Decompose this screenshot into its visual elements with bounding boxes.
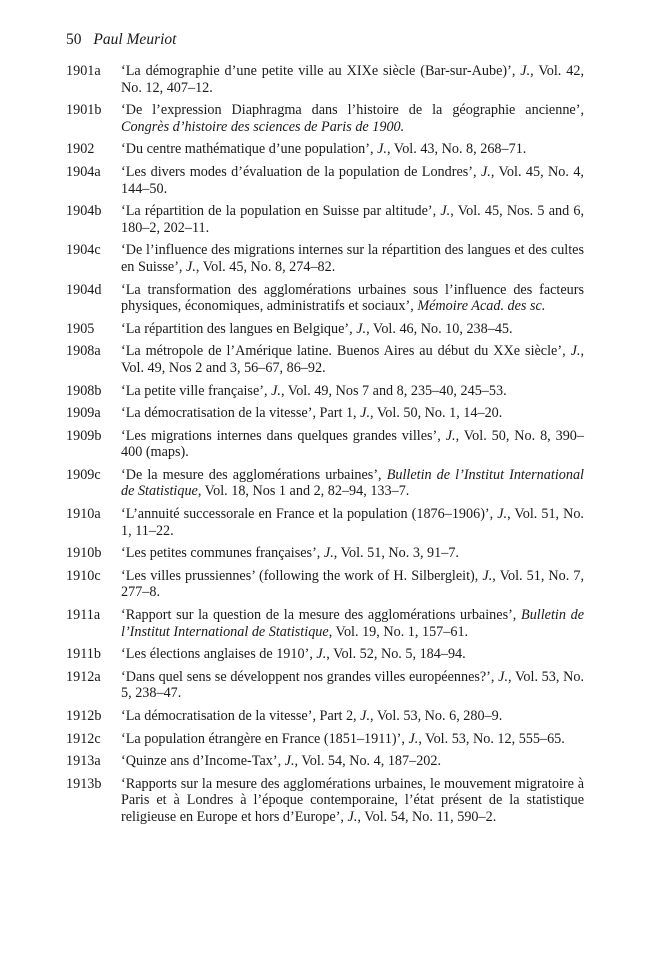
entry-key: 1909b xyxy=(66,427,102,444)
citation-italic-segment: J. xyxy=(284,753,295,770)
citation-italic-segment: Bulletin de l’Institut International de Statistique xyxy=(121,607,585,640)
entry-key: 1912c xyxy=(66,730,101,747)
entry-citation xyxy=(121,141,584,158)
citation-italic-segment: J. xyxy=(570,343,581,360)
entry-key: 1901b xyxy=(66,102,102,119)
citation-segment: ‘La métropole de l’Amérique latine. Buenos Aires au début du XXe siècle’, xyxy=(121,343,571,360)
entry-key: 1912a xyxy=(66,668,101,685)
citation-italic-segment: J. xyxy=(498,668,509,685)
entry-citation xyxy=(121,731,584,748)
citation-segment: , Vol. 51, No. 7, 277–8. xyxy=(121,567,584,601)
citation-segment: ‘Les élections anglaises de 1910’, xyxy=(121,646,317,663)
entry-key: 1905 xyxy=(66,320,95,337)
citation-segment: , Vol. 19, No. 1, 157–61. xyxy=(328,623,469,640)
citation-italic-segment: J. xyxy=(480,163,491,180)
citation-segment: ‘Les petites communes françaises’, xyxy=(121,545,324,562)
citation-segment: , Vol. 50, No. 8, 390–400 (maps). xyxy=(121,427,584,461)
bibliography-entry xyxy=(66,141,584,158)
entry-citation xyxy=(121,203,584,236)
entry-citation xyxy=(121,428,584,461)
entry-key: 1904c xyxy=(66,242,101,259)
citation-italic-segment: J. xyxy=(316,646,327,663)
citation-italic-segment: J. xyxy=(482,567,493,584)
citation-segment: ‘Quinze ans d’Income-Tax’, xyxy=(121,753,285,770)
running-header xyxy=(66,30,176,50)
entry-citation xyxy=(121,467,584,500)
entry-key: 1901a xyxy=(66,63,101,79)
bibliography-entry xyxy=(66,607,584,640)
bibliography-entry xyxy=(66,203,584,236)
entry-citation xyxy=(121,545,584,562)
bibliography-entry xyxy=(66,164,584,197)
bibliography-entry xyxy=(66,405,584,422)
entry-key: 1909c xyxy=(66,466,101,483)
entry-key: 1904d xyxy=(66,281,102,298)
citation-segment: , Vol. 45, No. 8, 274–82. xyxy=(195,258,336,275)
entry-citation xyxy=(121,708,584,725)
citation-segment: , Vol. 45, Nos. 5 and 6, 180–2, 202–11. xyxy=(121,203,585,236)
citation-segment: ‘De l’influence des migrations internes sur la répartition des langues et des cultes en Suisse’, xyxy=(121,242,584,275)
citation-italic-segment: J. xyxy=(186,258,196,275)
citation-segment: , Vol. 54, No. 4, 187–202. xyxy=(294,753,442,770)
entry-citation xyxy=(121,753,584,770)
entry-citation xyxy=(121,282,584,315)
bibliography-entry xyxy=(66,467,584,500)
citation-segment: ‘Les villes prussiennes’ (following the work of H. Silbergleit), xyxy=(121,567,483,584)
entry-citation xyxy=(121,646,584,663)
entry-key: 1911b xyxy=(66,646,101,663)
entry-citation xyxy=(121,164,584,197)
citation-italic-segment: J. xyxy=(347,808,358,825)
entry-citation xyxy=(121,383,584,400)
citation-segment: ‘La démocratisation de la vitesse’, Part 1, xyxy=(121,405,361,422)
entry-citation xyxy=(121,607,584,640)
citation-italic-segment: J. xyxy=(440,203,451,220)
citation-segment: ‘La démographie d’une petite ville au XIXe siècle (Bar-sur-Aube)’, xyxy=(121,63,521,79)
page-number: 50 xyxy=(66,31,82,48)
entry-citation xyxy=(121,405,584,422)
citation-italic-segment: J. xyxy=(360,405,370,422)
citation-segment: , Vol. 45, No. 4, 144–50. xyxy=(121,163,584,197)
entry-key: 1910c xyxy=(66,567,101,584)
entry-citation xyxy=(121,242,584,275)
citation-segment: ‘De l’expression Diaphragma dans l’histoire de la géographie ancienne’, xyxy=(121,102,584,119)
bibliography-entry xyxy=(66,545,584,562)
citation-segment: ‘La transformation des agglomérations urbaines sous l’influence des facteurs physiques, économiques, administratifs et sociaux’, xyxy=(121,281,584,315)
citation-segment: , Vol. 49, Nos 2 and 3, 56–67, 86–92. xyxy=(121,343,584,376)
entry-key: 1912b xyxy=(66,708,102,724)
citation-segment: ‘De la mesure des agglomérations urbaines’, xyxy=(121,466,387,483)
entry-key: 1904a xyxy=(66,163,101,180)
entry-key: 1910b xyxy=(66,545,102,562)
citation-segment: , Vol. 51, No. 3, 91–7. xyxy=(333,545,459,562)
citation-italic-segment: J. xyxy=(497,506,508,523)
citation-segment: ‘Du centre mathématique d’une population’, xyxy=(121,141,378,158)
citation-segment: , Vol. 49, Nos 7 and 8, 235–40, 245–53. xyxy=(280,382,507,399)
entry-key: 1913b xyxy=(66,775,102,792)
bibliography-entry xyxy=(66,428,584,461)
citation-segment: ‘Rapport sur la question de la mesure des agglomérations urbaines’, xyxy=(121,607,522,624)
citation-segment: , Vol. 54, No. 11, 590–2. xyxy=(357,808,497,825)
citation-italic-segment: J. xyxy=(360,708,370,724)
entry-citation xyxy=(121,669,584,702)
citation-segment: ‘La population étrangère en France (1851–1911)’, xyxy=(121,730,409,747)
bibliography-entry xyxy=(66,568,584,601)
entry-citation xyxy=(121,321,584,338)
bibliography-list xyxy=(66,63,584,832)
citation-italic-segment: J. xyxy=(356,320,367,337)
citation-segment: ‘La répartition des langues en Belgique’, xyxy=(121,320,357,337)
bibliography-entry xyxy=(66,383,584,400)
citation-segment: , Vol. 43, No. 8, 268–71. xyxy=(386,141,527,158)
bibliography-entry xyxy=(66,102,584,135)
citation-segment: , Vol. 52, No. 5, 184–94. xyxy=(326,646,466,663)
citation-segment: ‘La petite ville française’, xyxy=(121,382,272,399)
citation-segment: , Vol. 51, No. 1, 11–22. xyxy=(121,506,584,539)
entry-citation xyxy=(121,568,584,601)
bibliography-entry xyxy=(66,669,584,702)
citation-segment: ‘La répartition de la population en Suisse par altitude’, xyxy=(121,203,441,220)
citation-segment: , Vol. 46, No. 10, 238–45. xyxy=(366,320,513,337)
citation-segment: , Vol. 50, No. 1, 14–20. xyxy=(370,405,503,422)
bibliography-entry xyxy=(66,776,584,826)
citation-segment: ‘L’annuité successorale en France et la population (1876–1906)’, xyxy=(121,506,498,523)
citation-segment: , Vol. 53, No. 6, 280–9. xyxy=(370,708,503,724)
entry-citation xyxy=(121,776,584,826)
entry-key: 1910a xyxy=(66,506,101,523)
entry-key: 1911a xyxy=(66,607,101,624)
entry-citation xyxy=(121,63,584,96)
running-head-author: Paul Meuriot xyxy=(93,31,177,48)
citation-italic-segment: J. xyxy=(323,545,334,562)
citation-segment: , Vol. 53, No. 12, 555–65. xyxy=(418,730,565,747)
citation-italic-segment: J. xyxy=(377,141,387,158)
bibliography-entry xyxy=(66,506,584,539)
citation-italic-segment: J. xyxy=(408,730,419,747)
citation-segment: ‘Les migrations internes dans quelques grandes villes’, xyxy=(121,427,446,444)
citation-segment: ‘Les divers modes d’évaluation de la population de Londres’, xyxy=(121,163,481,180)
entry-key: 1908a xyxy=(66,343,101,360)
citation-segment: , Vol. 42, No. 12, 407–12. xyxy=(121,63,584,96)
bibliography-entry xyxy=(66,282,584,315)
bibliography-entry xyxy=(66,708,584,725)
citation-italic-segment: Congrès d’histoire des sciences de Paris de 1900. xyxy=(121,118,405,135)
citation-italic-segment: J. xyxy=(271,382,281,399)
citation-segment: , Vol. 18, Nos 1 and 2, 82–94, 133–7. xyxy=(197,483,410,500)
entry-key: 1908b xyxy=(66,382,102,399)
citation-segment: ‘La démocratisation de la vitesse’, Part 2, xyxy=(121,708,361,724)
entry-citation xyxy=(121,506,584,539)
bibliography-entry xyxy=(66,731,584,748)
entry-citation xyxy=(121,343,584,376)
bibliography-entry xyxy=(66,321,584,338)
entry-key: 1904b xyxy=(66,203,102,220)
bibliography-entry xyxy=(66,753,584,770)
citation-italic-segment: J. xyxy=(520,63,531,79)
bibliography-entry xyxy=(66,343,584,376)
citation-segment: , Vol. 53, No. 5, 238–47. xyxy=(121,668,584,702)
bibliography-entry xyxy=(66,646,584,663)
citation-italic-segment: Mémoire Acad. des sc. xyxy=(417,298,546,315)
citation-segment: ‘Dans quel sens se développent nos grandes villes européennes?’, xyxy=(121,668,499,685)
entry-key: 1913a xyxy=(66,753,101,770)
entry-citation xyxy=(121,102,584,135)
bibliography-entry xyxy=(66,242,584,275)
citation-italic-segment: Bulletin de l’Institut International de Statistique xyxy=(121,466,584,500)
entry-key: 1902 xyxy=(66,141,95,158)
citation-italic-segment: J. xyxy=(445,427,456,444)
citation-segment: ‘Rapports sur la mesure des agglomérations urbaines, le mouvement migratoire à Paris et à Londres à l’époque contemporaine, l’état présent de la statistique religieuse en Europe et hors d’Europe’, xyxy=(121,775,584,825)
bibliography-entry xyxy=(66,63,584,96)
entry-key: 1909a xyxy=(66,405,101,422)
